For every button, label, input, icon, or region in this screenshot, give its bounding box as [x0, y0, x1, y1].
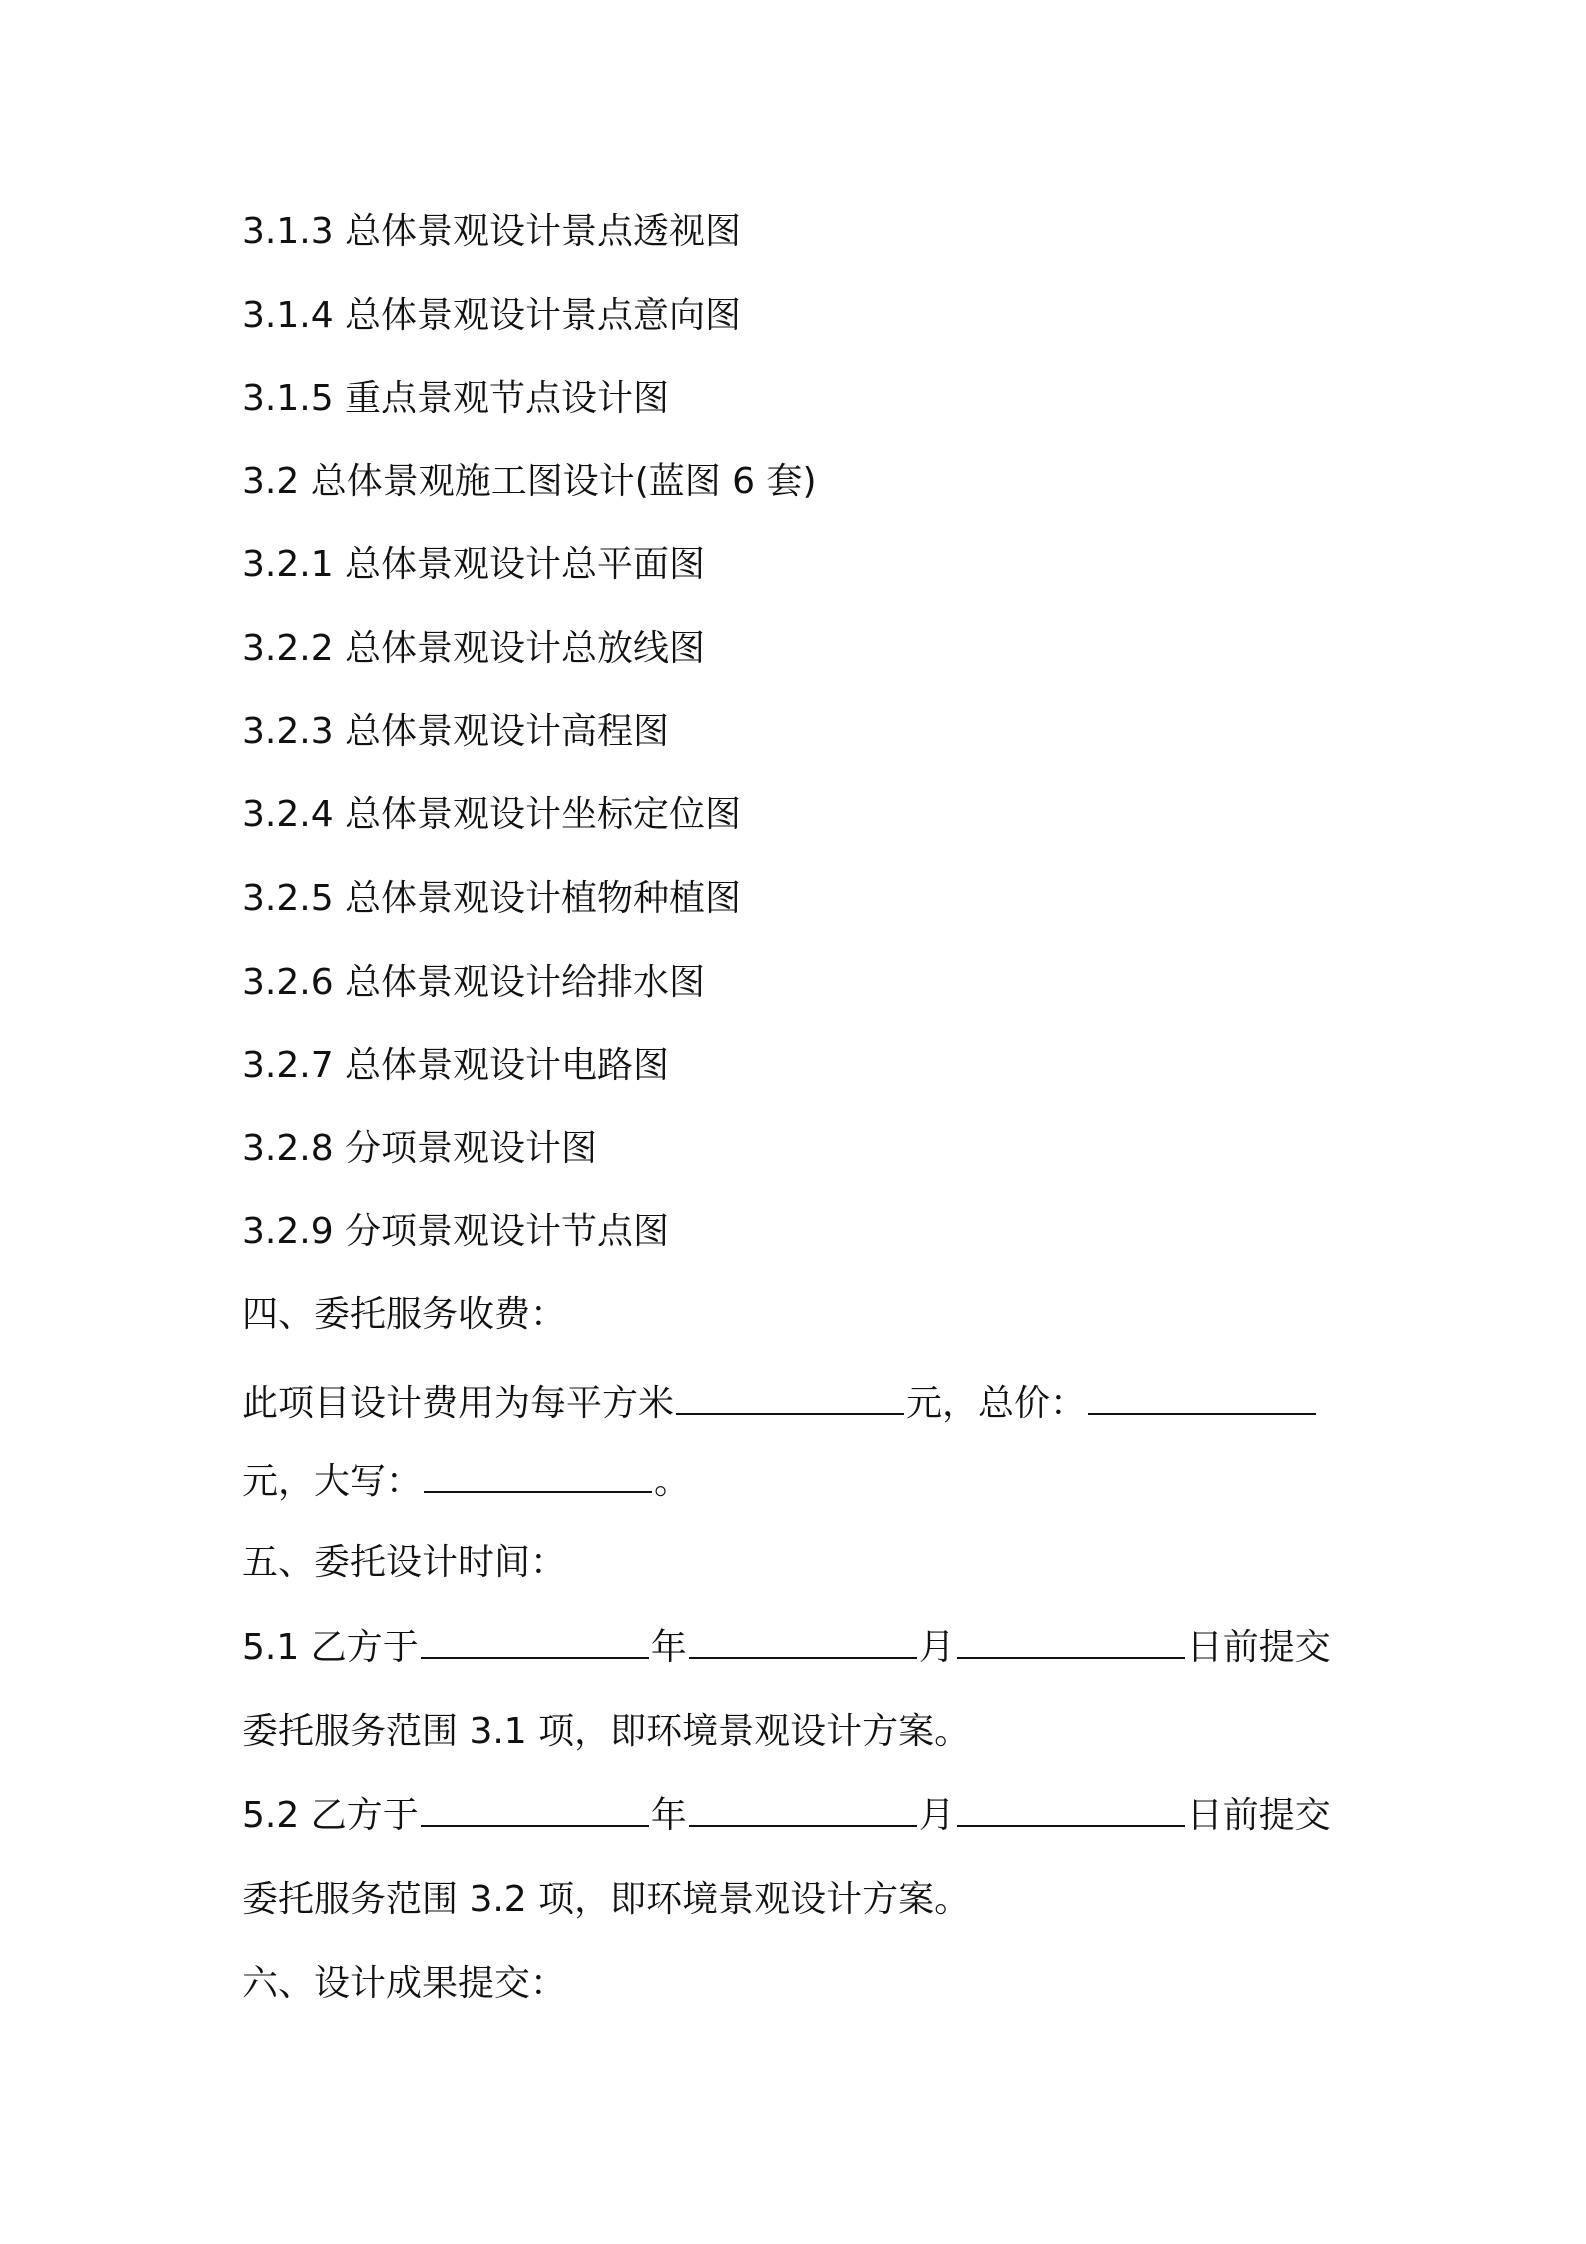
fee-line	[242, 1380, 1318, 1428]
list-item: 3.2.3 总体景观设计高程图	[242, 711, 670, 752]
year-label-2: 年	[650, 1795, 687, 1836]
month-label-1: 月	[918, 1627, 955, 1668]
schedule-1-prefix: 5.1 乙方于	[242, 1627, 419, 1668]
fee-text-1: 此项目设计费用为每平方米	[242, 1383, 675, 1424]
list-item: 3.2.2 总体景观设计总放线图	[242, 628, 706, 669]
list-item: 3.2.4 总体景观设计坐标定位图	[242, 794, 742, 835]
schedule-2-prefix: 5.2 乙方于	[242, 1795, 419, 1836]
month-label-2: 月	[918, 1795, 955, 1836]
schedule-1-continuation: 委托服务范围 3.1 项，即环境景观设计方案。	[242, 1711, 971, 1752]
year-blank-2[interactable]	[421, 1795, 649, 1827]
fee-line-2	[242, 1458, 690, 1506]
schedule-2-continuation: 委托服务范围 3.2 项，即环境景观设计方案。	[242, 1879, 971, 1920]
year-label-1: 年	[650, 1627, 687, 1668]
section-heading-4: 四、委托服务收费：	[242, 1294, 567, 1335]
schedule-line-1	[242, 1624, 1331, 1672]
list-item: 3.2.1 总体景观设计总平面图	[242, 544, 706, 585]
section-heading-6: 六、设计成果提交：	[242, 1963, 567, 2004]
schedule-line-2	[242, 1792, 1331, 1840]
section-heading-5: 五、委托设计时间：	[242, 1542, 567, 1583]
fee-text-3: 元，大写：	[242, 1461, 423, 1502]
list-item: 3.2.9 分项景观设计节点图	[242, 1211, 670, 1252]
month-blank-2[interactable]	[689, 1795, 917, 1827]
list-item: 3.1.5 重点景观节点设计图	[242, 378, 670, 419]
list-item: 3.2.5 总体景观设计植物种植图	[242, 878, 742, 919]
list-item: 3.2.6 总体景观设计给排水图	[242, 962, 706, 1003]
unit-price-blank[interactable]	[676, 1383, 904, 1415]
list-item: 3.1.4 总体景观设计景点意向图	[242, 295, 742, 336]
list-item: 3.2.8 分项景观设计图	[242, 1128, 598, 1169]
fee-text-2: 元，总价：	[906, 1383, 1087, 1424]
amount-in-words-blank[interactable]	[424, 1461, 652, 1493]
fee-text-4: 。	[654, 1461, 691, 1502]
day-submit-label-2: 日前提交	[1186, 1795, 1331, 1836]
list-item: 3.2.7 总体景观设计电路图	[242, 1045, 670, 1086]
month-blank-1[interactable]	[689, 1627, 917, 1659]
year-blank-1[interactable]	[421, 1627, 649, 1659]
day-blank-2[interactable]	[957, 1795, 1185, 1827]
day-blank-1[interactable]	[957, 1627, 1185, 1659]
total-price-blank[interactable]	[1088, 1383, 1316, 1415]
day-submit-label-1: 日前提交	[1186, 1627, 1331, 1668]
list-item: 3.1.3 总体景观设计景点透视图	[242, 211, 742, 252]
list-item: 3.2 总体景观施工图设计(蓝图 6 套)	[242, 461, 817, 502]
